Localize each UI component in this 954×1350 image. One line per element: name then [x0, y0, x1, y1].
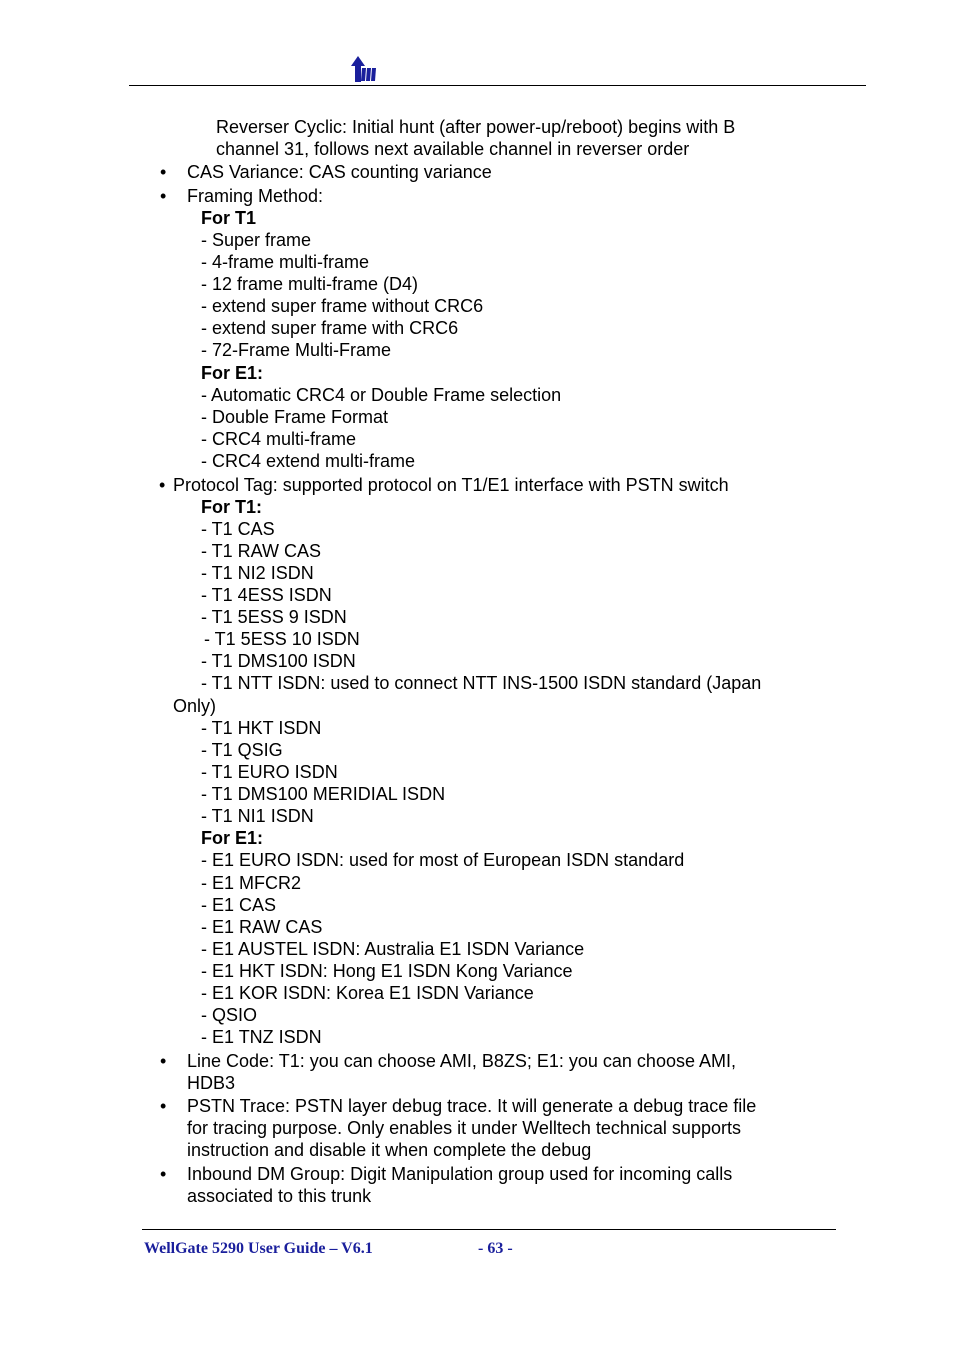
pstn-trace-line-3: instruction and disable it when complete the debug	[187, 1140, 592, 1160]
bullet: •	[160, 1051, 167, 1071]
list-item: - E1 EURO ISDN: used for most of European ISDN standard	[201, 850, 685, 870]
reverser-cyclic-line-2: channel 31, follows next available channel in reverser order	[216, 139, 690, 159]
list-item: - T1 EURO ISDN	[201, 762, 338, 782]
pstn-trace-line-2: for tracing purpose. Only enables it under Welltech technical supports	[187, 1118, 741, 1138]
framing-method: Framing Method:	[187, 186, 324, 206]
for-e1-protocol-heading: For E1:	[201, 828, 264, 848]
footer-rule	[142, 1229, 836, 1230]
list-item: - QSIO	[201, 1005, 258, 1025]
list-item: - CRC4 extend multi-frame	[201, 451, 416, 471]
footer-document-title: WellGate 5290 User Guide – V6.1	[144, 1240, 373, 1257]
list-item: - T1 HKT ISDN	[201, 718, 322, 738]
list-item: - E1 CAS	[201, 895, 277, 915]
list-item: - T1 RAW CAS	[201, 541, 322, 561]
bullet: •	[160, 1164, 167, 1184]
list-item: - E1 TNZ ISDN	[201, 1027, 322, 1047]
for-t1-protocol-heading: For T1:	[201, 497, 262, 517]
list-item: - E1 RAW CAS	[201, 917, 323, 937]
inbound-dm-line-1: Inbound DM Group: Digit Manipulation group used for incoming calls	[187, 1164, 733, 1184]
list-item: - T1 5ESS 9 ISDN	[201, 607, 347, 627]
list-item: - Super frame	[201, 230, 312, 250]
list-item: - T1 QSIG	[201, 740, 283, 760]
list-item: - T1 DMS100 ISDN	[201, 651, 356, 671]
list-item: - E1 AUSTEL ISDN: Australia E1 ISDN Variance	[201, 939, 585, 959]
list-item: - E1 MFCR2	[201, 873, 302, 893]
list-item: - T1 4ESS ISDN	[201, 585, 332, 605]
list-item: - 72-Frame Multi-Frame	[201, 340, 392, 360]
bullet: •	[160, 1096, 167, 1116]
for-t1-framing-heading: For T1	[201, 208, 257, 228]
list-item: - extend super frame without CRC6	[201, 296, 484, 316]
list-item: - T1 5ESS 10 ISDN	[204, 629, 360, 649]
protocol-tag: Protocol Tag: supported protocol on T1/E1 interface with PSTN switch	[173, 475, 729, 495]
for-e1-framing-heading: For E1:	[201, 363, 264, 383]
line-code-line-1: Line Code: T1: you can choose AMI, B8ZS; E1: you can choose AMI,	[187, 1051, 736, 1071]
list-item: - CRC4 multi-frame	[201, 429, 357, 449]
list-item: - 4-frame multi-frame	[201, 252, 370, 272]
list-item: - Double Frame Format	[201, 407, 389, 427]
list-item: - T1 NTT ISDN: used to connect NTT INS-1500 ISDN standard (Japan	[201, 673, 762, 693]
list-item: - T1 DMS100 MERIDIAL ISDN	[201, 784, 446, 804]
list-item: - T1 NI1 ISDN	[201, 806, 314, 826]
list-item: - T1 NI2 ISDN	[201, 563, 314, 583]
list-item: - E1 HKT ISDN: Hong E1 ISDN Kong Variance	[201, 961, 573, 981]
header-rule	[129, 85, 866, 86]
bullet: •	[160, 162, 167, 182]
line-code-line-2: HDB3	[187, 1073, 236, 1093]
bullet: •	[160, 186, 167, 206]
inbound-dm-line-2: associated to this trunk	[187, 1186, 372, 1206]
cas-variance: CAS Variance: CAS counting variance	[187, 162, 492, 182]
list-item: - Automatic CRC4 or Double Frame selection	[201, 385, 562, 405]
list-item: - extend super frame with CRC6	[201, 318, 459, 338]
list-item: - T1 CAS	[201, 519, 275, 539]
arrow-up-logo-icon	[348, 54, 380, 84]
bullet: •	[159, 475, 166, 495]
list-item-continuation: Only)	[173, 696, 217, 716]
reverser-cyclic-line-1: Reverser Cyclic: Initial hunt (after power-up/reboot) begins with B	[216, 117, 736, 137]
list-item: - 12 frame multi-frame (D4)	[201, 274, 419, 294]
list-item: - E1 KOR ISDN: Korea E1 ISDN Variance	[201, 983, 534, 1003]
pstn-trace-line-1: PSTN Trace: PSTN layer debug trace. It will generate a debug trace file	[187, 1096, 757, 1116]
footer-page-number: - 63 -	[478, 1240, 513, 1257]
